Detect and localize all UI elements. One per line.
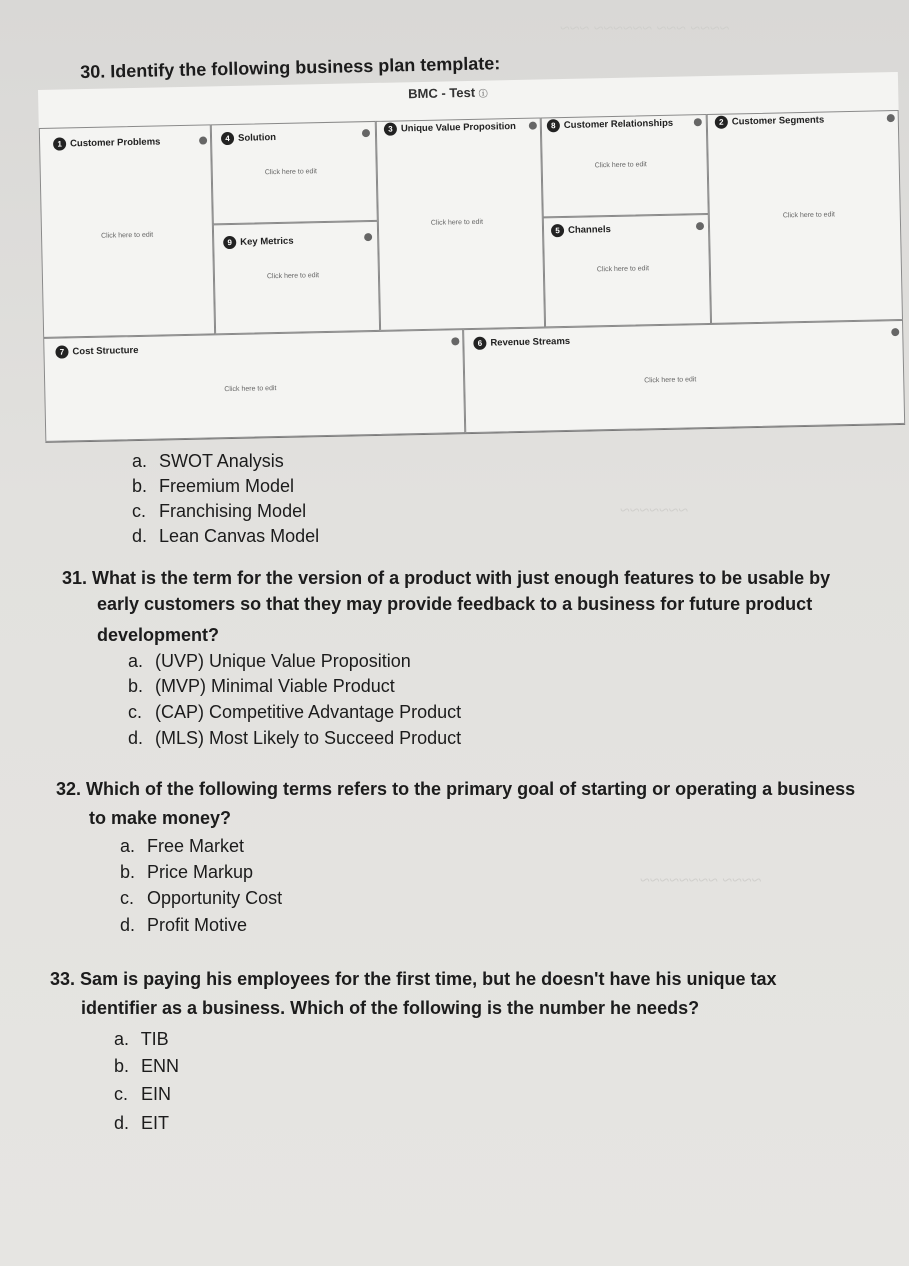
edit-hint: Click here to edit — [644, 376, 697, 385]
edit-hint: Click here to edit — [264, 168, 317, 177]
info-icon: ⓘ — [478, 88, 488, 99]
edit-hint: Click here to edit — [224, 385, 277, 394]
header-customer-problems: 1 Customer Problems — [53, 135, 161, 150]
option-32-c: c. Opportunity Cost — [120, 888, 283, 908]
bleed-through-text: ~~~~~~~ — [620, 500, 689, 520]
option-31-a: a. (UVP) Unique Value Proposition — [128, 651, 411, 671]
question-31-line3: development? — [97, 625, 220, 645]
header-key-metrics: 9 Key Metrics — [223, 235, 294, 249]
header-uvp: 3 Unique Value Proposition — [384, 120, 516, 136]
option-31-b: b. (MVP) Minimal Viable Product — [128, 676, 395, 696]
header-customer-segments: 2 Customer Segments — [715, 114, 825, 129]
header-solution: 4 Solution — [221, 131, 276, 145]
question-31 — [62, 566, 830, 591]
header-channels: 5 Channels — [551, 223, 611, 237]
option-33-c: c. EIN — [114, 1084, 172, 1104]
question-text-line1: Sam is paying his employees for the first time, but he doesn't have his unique tax — [80, 969, 777, 989]
question-30 — [80, 51, 501, 85]
question-text-line1: What is the term for the version of a product with just enough features to be usable by — [92, 568, 831, 588]
question-33 — [50, 967, 776, 992]
edit-hint: Click here to edit — [596, 265, 650, 274]
question-31-line2: early customers so that they may provide feedback to a business for future product — [97, 594, 813, 614]
option-31-c: c. (CAP) Competitive Advantage Product — [128, 702, 462, 722]
edit-hint: Click here to edit — [101, 231, 154, 240]
option-30-c: c. Franchising Model — [132, 501, 307, 521]
header-customer-relationships: 8 Customer Relationships — [547, 117, 674, 133]
edit-hint: Click here to edit — [782, 211, 836, 220]
question-number: 30. — [80, 61, 106, 82]
option-32-d: d. Profit Motive — [120, 915, 248, 935]
question-32-line2: to make money? — [89, 808, 232, 828]
option-30-b: b. Freemium Model — [132, 476, 295, 496]
option-33-a: a. TIB — [114, 1029, 169, 1049]
question-text-line1: Which of the following terms refers to the primary goal of starting or operating a business — [86, 779, 856, 799]
question-33-line2: identifier as a business. Which of the following is the number he needs? — [81, 998, 700, 1018]
business-model-canvas — [38, 72, 905, 443]
option-31-d: d. (MLS) Most Likely to Succeed Product — [128, 728, 462, 748]
option-33-b: b. ENN — [114, 1056, 180, 1076]
option-32-b: b. Price Markup — [120, 862, 254, 882]
canvas-title: BMC - Test ⓘ — [408, 84, 488, 102]
option-32-a: a. Free Market — [120, 836, 245, 856]
header-cost-structure: 7 Cost Structure — [55, 344, 138, 359]
bleed-through-text: ~~~~ ~~~ ~~~~~~ ~~~ — [560, 18, 730, 38]
question-number: 31. — [62, 568, 88, 588]
edit-hint: Click here to edit — [594, 161, 647, 170]
option-30-d: d. Lean Canvas Model — [132, 526, 320, 546]
edit-hint: Click here to edit — [266, 272, 320, 281]
question-number: 32. — [56, 779, 82, 799]
bleed-through-text: ~~~~ ~~~~~~~~ — [640, 870, 762, 890]
option-33-d: d. EIT — [114, 1113, 170, 1133]
question-32 — [56, 777, 855, 802]
edit-hint: Click here to edit — [430, 218, 484, 227]
question-number: 33. — [50, 969, 76, 989]
question-text: Identify the following business plan template: — [110, 53, 501, 82]
header-revenue-streams: 6 Revenue Streams — [473, 335, 570, 350]
option-30-a: a. SWOT Analysis — [132, 451, 284, 471]
